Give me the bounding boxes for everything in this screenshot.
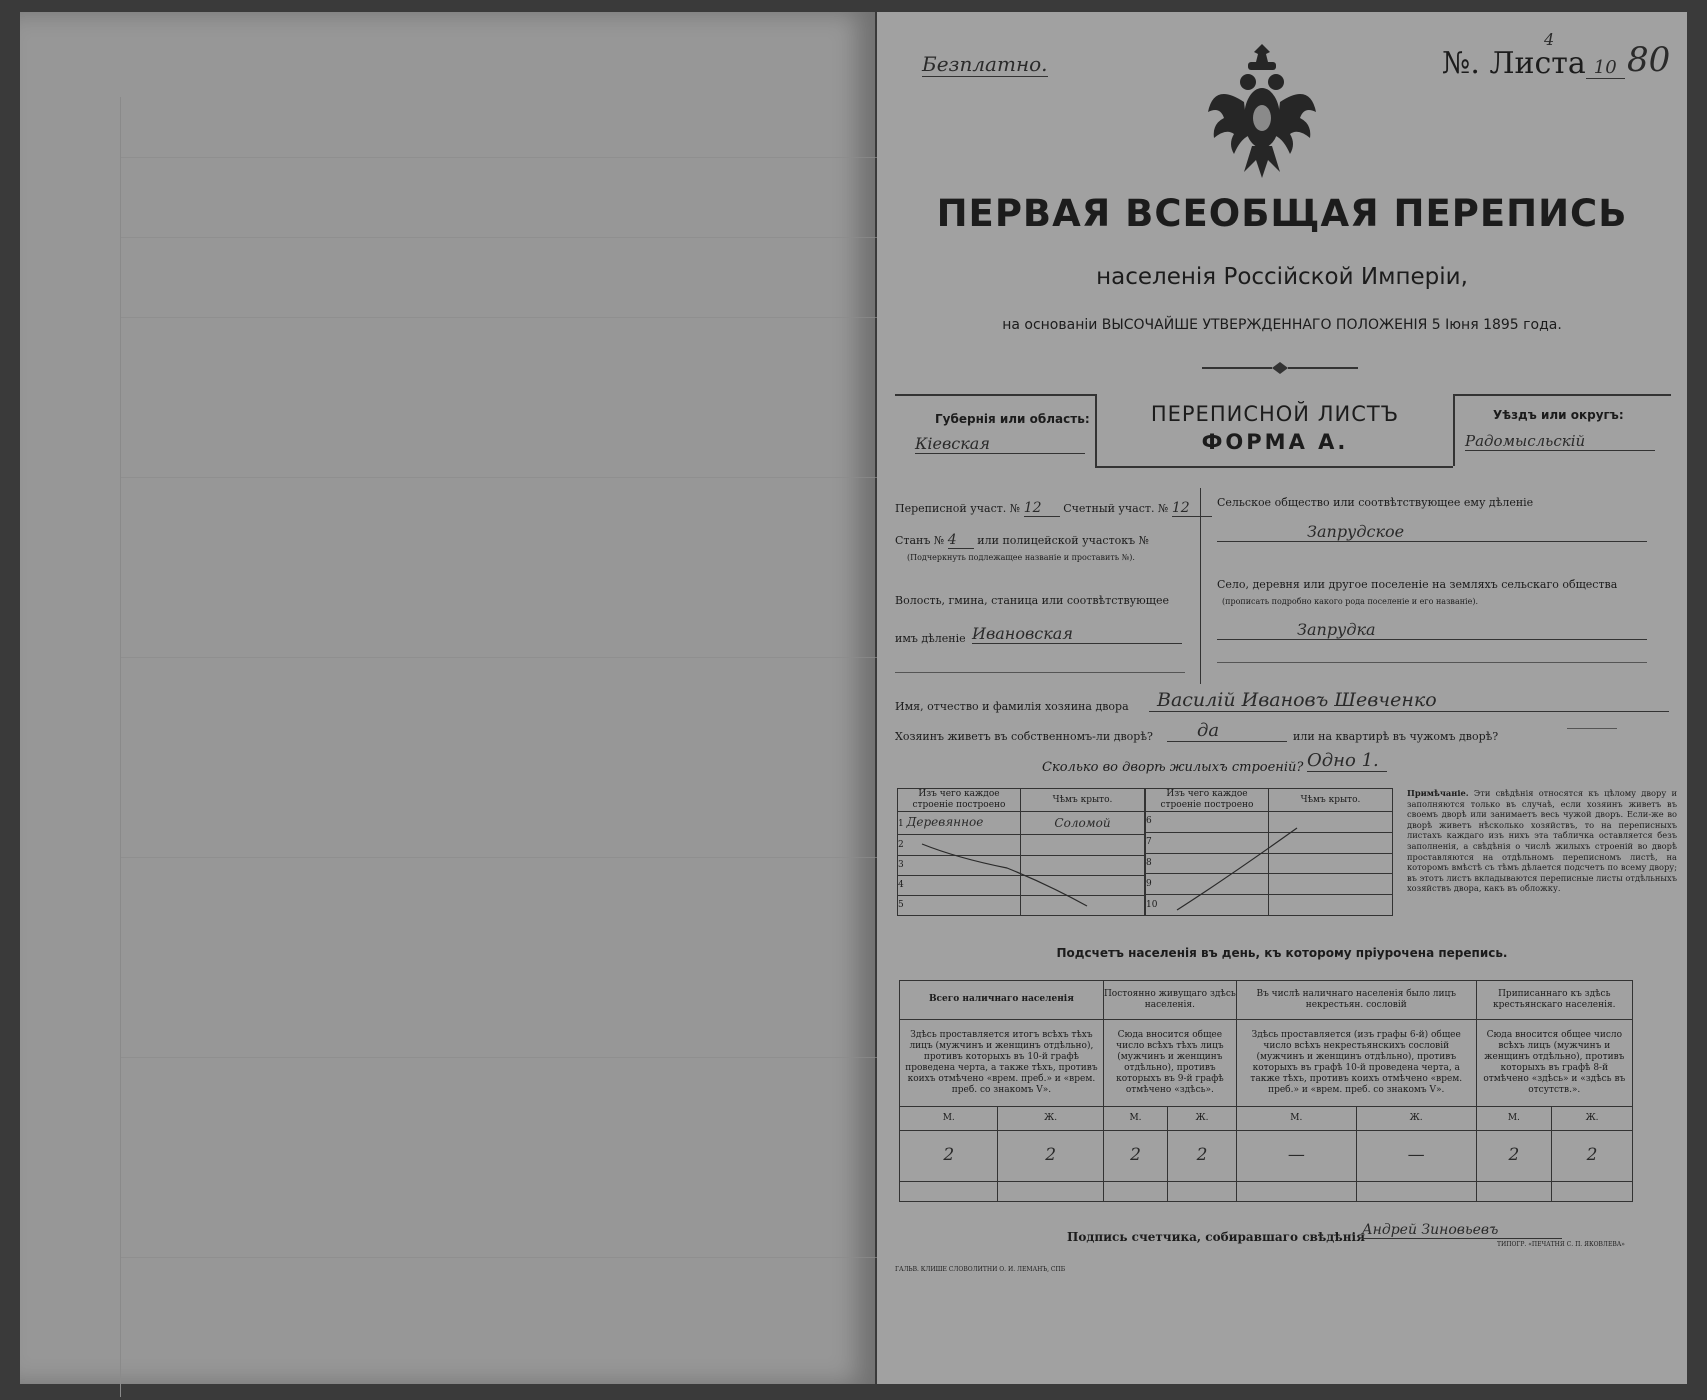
male-header: М. xyxy=(1236,1106,1356,1130)
free-label: Безплатно. xyxy=(922,52,1048,76)
male-header: М. xyxy=(900,1106,998,1130)
pop-value: 2 xyxy=(998,1131,1103,1182)
pop-empty-cell xyxy=(900,1181,998,1201)
census-plot-field xyxy=(895,500,1212,517)
pop-col-title: Постоянно живущаго здѣсь населенія. xyxy=(1103,981,1236,1020)
uezd-value: Радомысльскій xyxy=(1465,432,1655,451)
uezd-label: Уѣздъ или округъ: xyxy=(1493,408,1624,422)
archive-folio-number: 80 xyxy=(1627,40,1671,80)
legal-basis: на основаніи ВЫСОЧАЙШЕ УТВЕРЖДЕННАГО ПОЛОЖЕНІЯ 5 Іюня 1895 года. xyxy=(1002,317,1562,333)
ornamental-divider xyxy=(1202,362,1358,374)
count-plot-value: 12 xyxy=(1172,500,1212,517)
female-header: Ж. xyxy=(1552,1106,1633,1130)
male-header: М. xyxy=(1103,1106,1167,1130)
col-material-header: Изъ чего каждое строеніе построено xyxy=(898,789,1021,812)
sheet-title: ПЕРЕПИСНОЙ ЛИСТЪ xyxy=(1150,402,1400,426)
stan-field xyxy=(895,532,1149,549)
imperial-eagle-emblem xyxy=(1204,42,1320,182)
pop-empty-cell xyxy=(1552,1181,1633,1201)
stan-label: Станъ № xyxy=(895,534,945,547)
row-number: 6 xyxy=(1146,812,1269,833)
row-number: 7 xyxy=(1146,832,1269,853)
col-roof-header: Чѣмъ крыто. xyxy=(1021,789,1145,812)
pop-col-desc: Сюда вносится общее число всѣхъ тѣхъ лицъ (мужчинъ и женщинъ отдѣльно), противъ которыхъ въ 9-й графѣ отмѣчено «здѣсь». xyxy=(1103,1019,1236,1106)
pop-col-desc: Здѣсь проставляется (изъ графы 6-й) общее число всѣхъ некрестьянскихъ сословій (мужчинъ и женщинъ отдѣльно), противъ которыхъ въ графѣ 10-й проведена черта, а также тѣхъ, противъ коихъ отмѣчено «врем. преб.» и «врем. преб. со знакомъ V». xyxy=(1236,1019,1476,1106)
note-block xyxy=(1407,788,1677,894)
row-number: 2 xyxy=(898,835,1021,855)
village-label: Село, деревня или другое поселеніе на земляхъ сельскаго общества xyxy=(1217,578,1618,591)
owner-rent-label: или на квартирѣ въ чужомъ дворѣ? xyxy=(1293,730,1499,743)
printer-left: ГАЛЬВ. КЛИШЕ СЛОВОЛИТНИ О. И. ЛЕМАНЪ, СПБ xyxy=(895,1266,1066,1273)
pop-empty-cell xyxy=(1168,1181,1237,1201)
census-plot-label: Переписной участ. № xyxy=(895,502,1021,515)
pop-value: 2 xyxy=(1476,1131,1552,1182)
signature-value: Андрей Зиновьевъ xyxy=(1362,1222,1562,1239)
pop-value: 2 xyxy=(900,1131,998,1182)
pop-value: — xyxy=(1356,1131,1476,1182)
material-value: Деревянное xyxy=(906,814,984,829)
sheet-number-correction: 4 xyxy=(1544,30,1555,49)
row-number: 4 xyxy=(898,875,1021,895)
police-plot-label: или полицейской участокъ № xyxy=(977,534,1150,547)
female-header: Ж. xyxy=(1356,1106,1476,1130)
census-form-page xyxy=(877,12,1687,1384)
form-name: ФОРМА А. xyxy=(1201,430,1349,454)
strike-through-marks xyxy=(897,788,1397,918)
row-number: 10 xyxy=(1146,895,1269,916)
society-label: Сельское общество или соотвѣтствующее ему дѣленіе xyxy=(1217,496,1534,509)
pop-col-title: Въ числѣ наличнаго населенія было лицъ некрестьян. сословій xyxy=(1236,981,1476,1020)
male-header: М. xyxy=(1476,1106,1552,1130)
society-value: Запрудское xyxy=(1217,522,1647,542)
pop-empty-cell xyxy=(1103,1181,1167,1201)
buildings-count-label: Сколько во дворѣ жилыхъ строеній? xyxy=(1042,760,1304,775)
main-title: ПЕРВАЯ ВСЕОБЩАЯ ПЕРЕПИСЬ xyxy=(936,192,1628,235)
population-table xyxy=(899,980,1633,1202)
owner-own-yard-value: да xyxy=(1167,720,1287,742)
left-page-blank xyxy=(20,12,875,1384)
census-plot-value: 12 xyxy=(1024,500,1060,517)
owner-name-label: Имя, отчество и фамилія хозяина двора xyxy=(895,700,1129,713)
buildings-count-value: Одно 1. xyxy=(1307,750,1387,772)
pop-col-title: Приписаннаго къ здѣсь крестьянскаго населенія. xyxy=(1476,981,1632,1020)
row-number: 9 xyxy=(1146,874,1269,895)
note-title: Примѣчаніе. xyxy=(1407,788,1469,798)
pop-empty-cell xyxy=(1476,1181,1552,1201)
gubernia-label: Губернія или область: xyxy=(935,412,1090,426)
row-number: 3 xyxy=(898,855,1021,875)
row-number: 5 xyxy=(898,895,1021,915)
female-header: Ж. xyxy=(998,1106,1103,1130)
pop-value: — xyxy=(1236,1131,1356,1182)
village-value: Запрудка xyxy=(1217,620,1647,640)
row-number: 1 xyxy=(898,818,904,829)
pop-col-desc: Здѣсь проставляется итогъ всѣхъ тѣхъ лицъ (мужчинъ и женщинъ отдѣльно), противъ которыхъ въ 10-й графѣ проведена черта, а также тѣхъ, противъ коихъ отмѣчено «врем. преб.» и «врем. преб. со знакомъ V». xyxy=(900,1019,1104,1106)
underline-note: (Подчеркнуть подлежащее названіе и проставить №). xyxy=(907,553,1135,562)
note-text: Эти свѣдѣнія относятся къ цѣлому двору и заполняются только въ случаѣ, если хозяинъ живетъ въ своемъ дворѣ или занимаетъ весь чужой дворъ. Если-же во дворѣ живетъ нѣсколько хозяйствъ, то на переписныхъ листахъ каждаго изъ нихъ эта табличка оставляется безъ заполненія, а свѣдѣнія о числѣ жилыхъ строеній во дворѣ проставляются на отдѣльномъ переписномъ листѣ, на которомъ вмѣстѣ съ тѣмъ дѣлается подсчетъ по всему двору; въ этотъ листъ вкладываются переписные листы отдѣльныхъ хозяйствъ двора, какъ въ обложку. xyxy=(1407,788,1677,894)
roof-value: Соломой xyxy=(1021,812,1145,835)
owner-name-value: Василій Ивановъ Шевченко xyxy=(1149,689,1669,712)
printer-right: ТИПОГР. «ПЕЧАТНЯ С. П. ЯКОВЛЕВА» xyxy=(1497,1241,1625,1248)
pop-value: 2 xyxy=(1168,1131,1237,1182)
stan-value: 4 xyxy=(948,532,974,549)
sheet-number-label xyxy=(1442,46,1625,81)
pop-col-title: Всего наличнаго населенія xyxy=(900,981,1104,1020)
volost-label-cont: имъ дѣленіе xyxy=(895,632,966,645)
pop-empty-cell xyxy=(1236,1181,1356,1201)
pop-value: 2 xyxy=(1552,1131,1633,1182)
row-number: 8 xyxy=(1146,853,1269,874)
pop-empty-cell xyxy=(1356,1181,1476,1201)
pop-value: 2 xyxy=(1103,1131,1167,1182)
bleed-through-lines xyxy=(120,97,881,1397)
population-heading: Подсчетъ населенія въ день, къ которому пріурочена перепись. xyxy=(1056,946,1508,960)
signature-label: Подпись счетчика, собиравшаго свѣдѣнія xyxy=(1067,1230,1365,1244)
sheet-number-value: 10 xyxy=(1586,57,1625,79)
gubernia-value: Кіевская xyxy=(915,434,1085,454)
volost-label: Волость, гмина, станица или соотвѣтствующее xyxy=(895,594,1169,607)
owner-own-yard-label: Хозяинъ живетъ въ собственномъ-ли дворѣ? xyxy=(895,730,1153,743)
table-row xyxy=(900,1131,1633,1182)
volost-value: Ивановская xyxy=(972,624,1182,644)
village-note: (прописать подробно какого рода поселеніе и его названіе). xyxy=(1222,597,1478,606)
count-plot-label: Счетный участ. № xyxy=(1063,502,1169,515)
pop-col-desc: Сюда вносится общее число всѣхъ лицъ (мужчинъ и женщинъ отдѣльно), противъ которыхъ въ графѣ 8-й отмѣчено «здѣсь» и «здѣсь въ отсутств.». xyxy=(1476,1019,1632,1106)
col-material-header: Изъ чего каждое строеніе построено xyxy=(1146,789,1269,812)
col-roof-header: Чѣмъ крыто. xyxy=(1269,789,1393,812)
pop-empty-cell xyxy=(998,1181,1103,1201)
subtitle: населенія Россійской Имперіи, xyxy=(1096,264,1468,290)
female-header: Ж. xyxy=(1168,1106,1237,1130)
form-header-band xyxy=(895,384,1671,468)
sheet-label-text: №. Листа xyxy=(1442,46,1586,81)
